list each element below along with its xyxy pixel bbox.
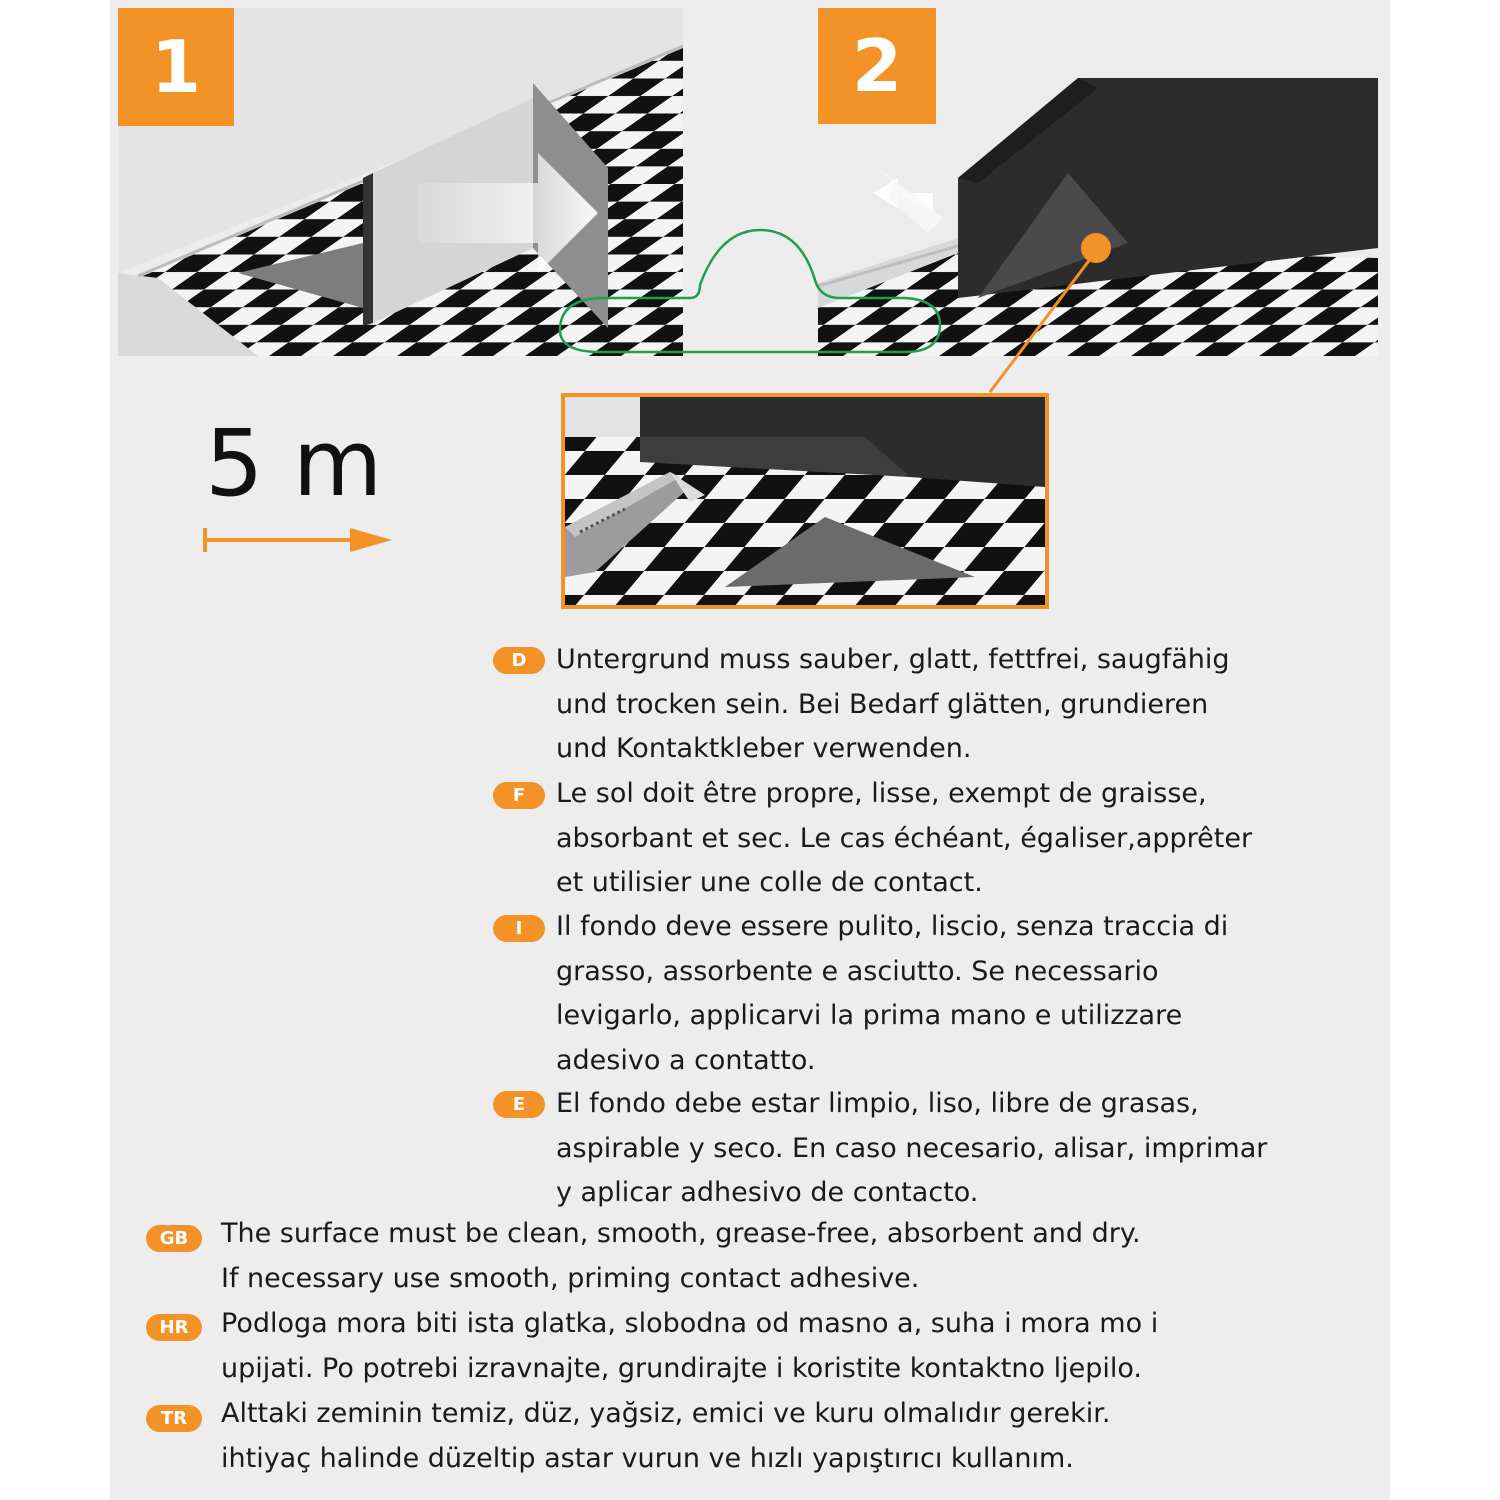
instruction-line: und trocken sein. Bei Bedarf glätten, grundieren	[556, 688, 1209, 720]
instruction-i	[556, 905, 1228, 1083]
step-2-badge: 2	[818, 8, 936, 124]
instruction-line: y aplicar adhesivo de contacto.	[556, 1177, 979, 1208]
instruction-line: absorbant et sec. Le cas échéant, égaliser,apprêter	[556, 822, 1253, 854]
instruction-line: ihtiyaç halinde düzeltip astar vurun ve hızlı yapıştırıcı kullanım.	[221, 1442, 1074, 1474]
instruction-e	[556, 1082, 1267, 1216]
distance-label: 5 m	[205, 410, 383, 517]
instruction-line: aspirable y seco. En caso necesario, alisar, imprimar	[556, 1132, 1268, 1164]
instruction-line: Podloga mora biti ista glatka, slobodna od masno a, suha i mora mo i	[221, 1308, 1159, 1339]
lang-badge-f: F	[493, 782, 545, 809]
lang-badge-e: E	[493, 1091, 545, 1118]
step-1-badge: 1	[118, 8, 234, 126]
instruction-hr	[221, 1302, 1158, 1391]
instruction-line: grasso, assorbente e asciutto. Se necessario	[556, 955, 1159, 987]
instruction-line: If necessary use smooth, priming contact adhesive.	[221, 1262, 920, 1294]
instruction-line: et utilisier une colle de contact.	[556, 867, 983, 898]
instruction-line: The surface must be clean, smooth, grease-free, absorbent and dry.	[221, 1218, 1141, 1249]
instruction-line: El fondo debe estar limpio, liso, libre de grasas,	[556, 1088, 1199, 1119]
lang-badge-d: D	[493, 647, 545, 674]
instruction-tr	[221, 1392, 1110, 1481]
lang-badge-gb: GB	[146, 1225, 202, 1252]
instruction-gb	[221, 1212, 1141, 1301]
instruction-line: Le sol doit être propre, lisse, exempt de graisse,	[556, 778, 1207, 809]
distance-arrow-icon	[200, 520, 400, 560]
instruction-line: und Kontaktkleber verwenden.	[556, 733, 972, 764]
lang-badge-tr: TR	[146, 1405, 202, 1432]
instruction-f	[556, 772, 1252, 906]
instruction-line: Untergrund muss sauber, glatt, fettfrei, saugfähig	[556, 644, 1230, 675]
lang-badge-hr: HR	[146, 1314, 202, 1341]
instruction-line: adesivo a contatto.	[556, 1044, 816, 1076]
instruction-d	[556, 638, 1230, 772]
lang-badge-i: I	[493, 915, 545, 942]
detail-inset-cutting	[561, 393, 1049, 609]
instruction-line: upijati. Po potrebi izravnajte, grundirajte i koristite kontaktno ljepilo.	[221, 1352, 1142, 1384]
instruction-line: Il fondo deve essere pulito, liscio, senza traccia di	[556, 911, 1229, 942]
instruction-line: levigarlo, applicarvi la prima mano e utilizzare	[556, 1000, 1183, 1031]
instruction-line: Alttaki zeminin temiz, düz, yağsiz, emici ve kuru olmalıdır gerekir.	[221, 1398, 1111, 1429]
